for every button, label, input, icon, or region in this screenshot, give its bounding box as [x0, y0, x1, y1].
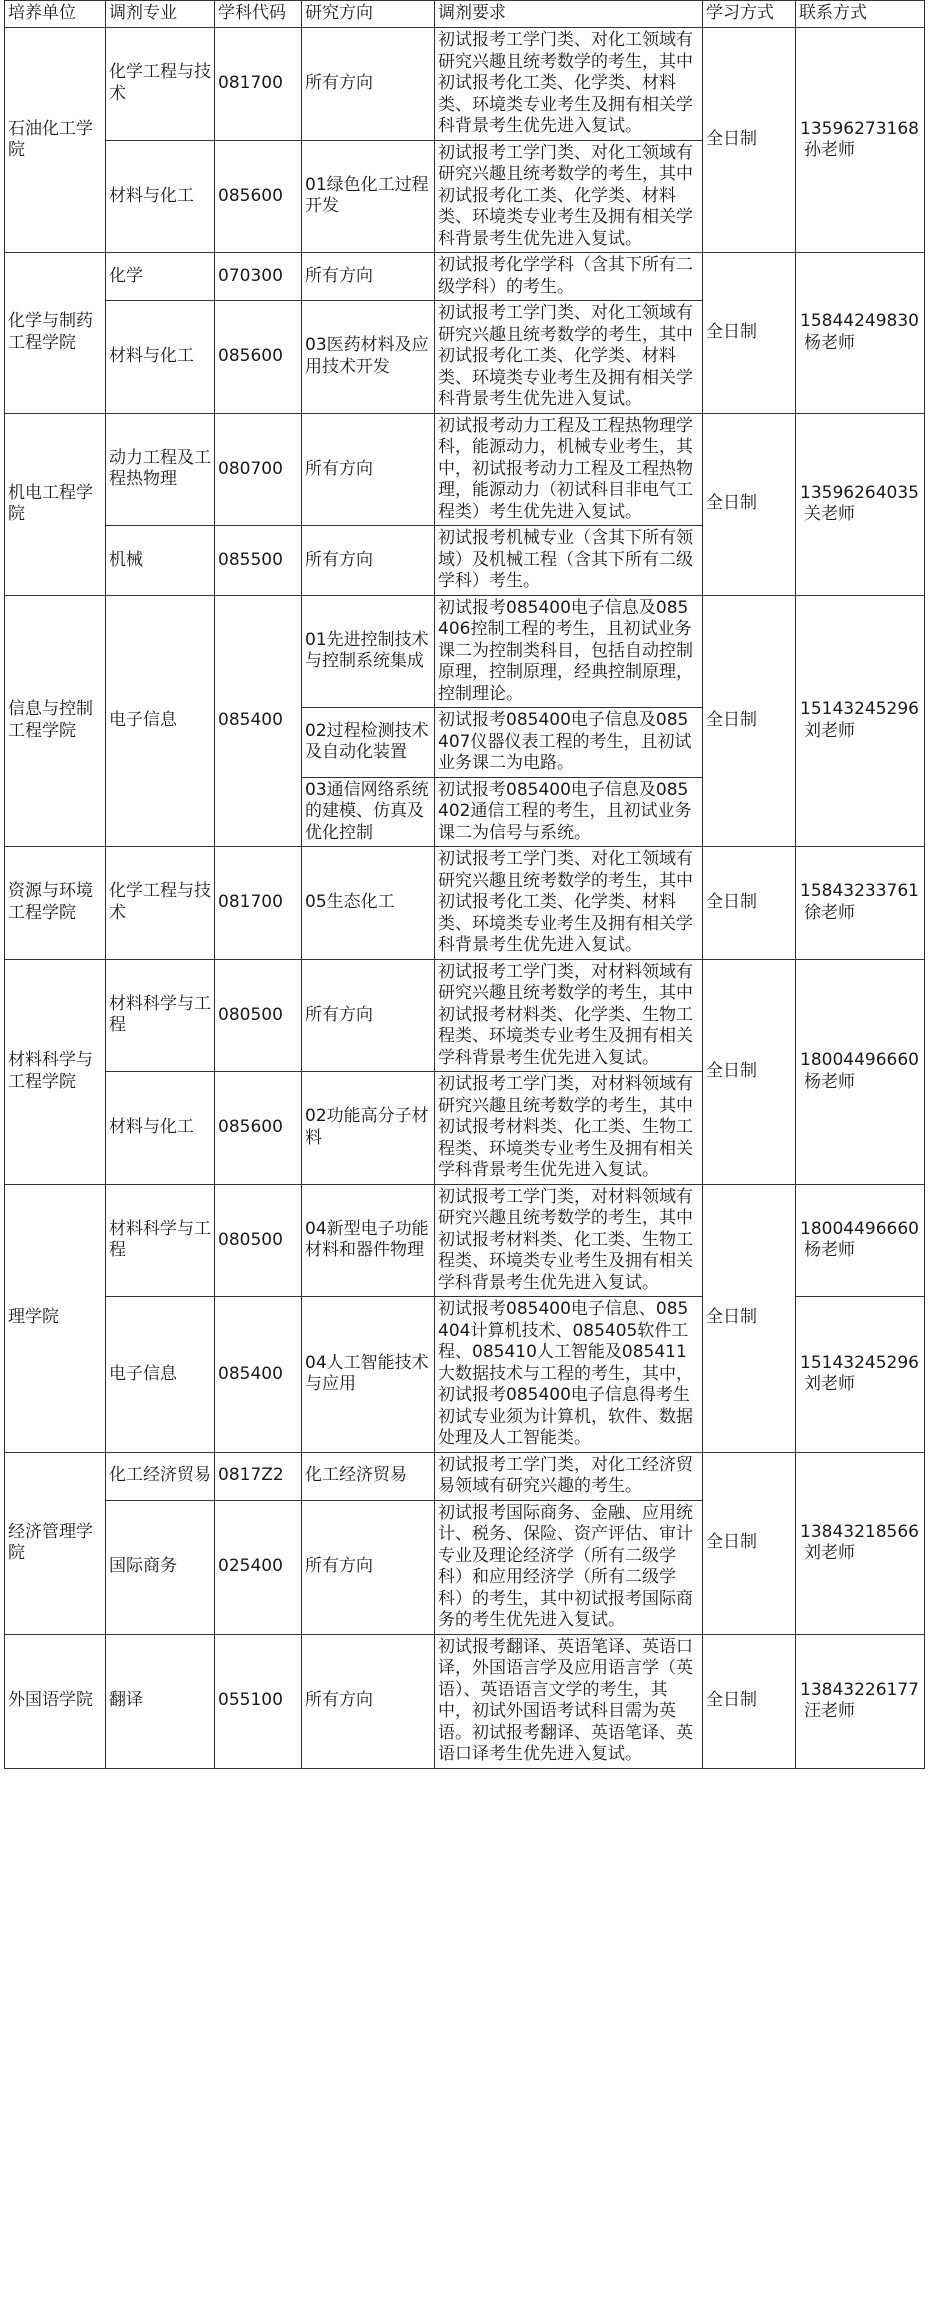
direction-cell: 所有方向 — [302, 413, 435, 526]
table-row — [5, 413, 925, 526]
direction-cell: 02功能高分子材料 — [302, 1072, 435, 1185]
contact-phone: 15844249830 — [800, 311, 919, 332]
code-cell: 080500 — [215, 1184, 302, 1297]
table-row — [5, 1634, 925, 1768]
major-cell: 动力工程及工程热物理 — [106, 413, 215, 526]
unit-cell: 理学院 — [5, 1184, 106, 1452]
contact-teacher: 杨老师 — [804, 1240, 855, 1261]
study-mode-cell: 全日制 — [703, 413, 796, 595]
code-cell: 080700 — [215, 413, 302, 526]
contact-phone: 15843233761 — [800, 881, 919, 902]
requirement-cell: 初试报考国际商务、金融、应用统计、税务、保险、资产评估、审计专业及理论经济学（所有二级学科）和应用经济学（所有二级学科）的考生，其中初试报考国际商务的考生优先进入复试。 — [435, 1500, 703, 1634]
major-cell: 机械 — [106, 526, 215, 596]
header-code: 学科代码 — [215, 1, 302, 28]
requirement-cell: 初试报考工学门类、对化工领域有研究兴趣且统考数学的考生，其中初试报考化工类、化学类、材料类、环境类专业考生及拥有相关学科背景考生优先进入复试。 — [435, 301, 703, 414]
direction-cell: 所有方向 — [302, 959, 435, 1072]
contact-teacher: 徐老师 — [804, 902, 855, 923]
requirement-cell: 初试报考机械专业（含其下所有领域）及机械工程（含其下所有二级学科）考生。 — [435, 526, 703, 596]
contact-phone: 13596264035 — [800, 482, 919, 503]
direction-cell: 04人工智能技术与应用 — [302, 1297, 435, 1453]
study-mode-cell: 全日制 — [703, 1634, 796, 1768]
contact-phone: 15143245296 — [800, 699, 919, 720]
contact-teacher: 杨老师 — [804, 332, 855, 353]
unit-cell: 化学与制药工程学院 — [5, 253, 106, 414]
unit-cell: 资源与环境工程学院 — [5, 847, 106, 960]
header-study-mode: 学习方式 — [703, 1, 796, 28]
table-row — [5, 1184, 925, 1297]
direction-cell: 01绿色化工过程开发 — [302, 140, 435, 253]
table-row — [5, 253, 925, 301]
major-cell: 电子信息 — [106, 1297, 215, 1453]
contact-phone: 18004496660 — [800, 1218, 919, 1239]
direction-cell: 03通信网络系统的建模、仿真及优化控制 — [302, 777, 435, 847]
code-cell: 025400 — [215, 1500, 302, 1634]
requirement-cell: 初试报考085400电子信息及085402通信工程的考生，且初试业务课二为信号与系统。 — [435, 777, 703, 847]
contact-cell — [796, 1634, 925, 1768]
study-mode-cell: 全日制 — [703, 595, 796, 847]
header-unit: 培养单位 — [5, 1, 106, 28]
table-row — [5, 595, 925, 708]
code-cell: 081700 — [215, 847, 302, 960]
table-row — [5, 1452, 925, 1500]
requirement-cell: 初试报考085400电子信息及085407仪器仪表工程的考生，且初试业务课二为电路。 — [435, 708, 703, 778]
contact-teacher: 刘老师 — [804, 1543, 855, 1563]
unit-cell: 信息与控制工程学院 — [5, 595, 106, 847]
table-row — [5, 28, 925, 141]
contact-phone: 13843226177 — [800, 1679, 919, 1700]
study-mode-cell: 全日制 — [703, 28, 796, 253]
major-cell: 材料科学与工程 — [106, 1184, 215, 1297]
requirement-cell: 初试报考工学门类，对材料领域有研究兴趣且统考数学的考生，其中初试报考材料类、化工类、生物工程类、环境类专业考生及拥有相关学科背景考生优先进入复试。 — [435, 1072, 703, 1185]
requirement-cell: 初试报考翻译、英语笔译、英语口译，外国语言学及应用语言学（英语）、英语语言文学的考生，其中，初试外国语考试科目需为英语。初试报考翻译、英语笔译、英语口译考生优先进入复试。 — [435, 1634, 703, 1768]
contact-cell — [796, 1452, 925, 1634]
requirement-cell: 初试报考工学门类、对化工领域有研究兴趣且统考数学的考生，其中初试报考化工类、化学类、材料类、环境类专业考生及拥有相关学科背景考生优先进入复试。 — [435, 28, 703, 141]
direction-cell: 05生态化工 — [302, 847, 435, 960]
code-cell: 081700 — [215, 28, 302, 141]
requirement-cell: 初试报考动力工程及工程热物理学科，能源动力，机械专业考生，其中，初试报考动力工程及工程热物理，能源动力（初试科目非电气工程类）考生优先进入复试。 — [435, 413, 703, 526]
requirement-cell: 初试报考工学门类、对化工领域有研究兴趣且统考数学的考生，其中初试报考化工类、化学类、材料类、环境类专业考生及拥有相关学科背景考生优先进入复试。 — [435, 847, 703, 960]
contact-teacher: 刘老师 — [804, 1374, 855, 1395]
contact-teacher: 刘老师 — [804, 720, 855, 741]
code-cell: 085600 — [215, 301, 302, 414]
contact-teacher: 汪老师 — [804, 1701, 855, 1721]
requirement-cell: 初试报考工学门类，对化工经济贸易领域有研究兴趣的考生。 — [435, 1452, 703, 1500]
major-cell: 材料与化工 — [106, 1072, 215, 1185]
requirement-cell: 初试报考工学门类，对材料领域有研究兴趣且统考数学的考生，其中初试报考材料类、化学类、生物工程类、环境类专业考生及拥有相关学科背景考生优先进入复试。 — [435, 959, 703, 1072]
unit-cell: 机电工程学院 — [5, 413, 106, 595]
major-cell: 国际商务 — [106, 1500, 215, 1634]
major-cell: 化学 — [106, 253, 215, 301]
direction-cell: 所有方向 — [302, 1500, 435, 1634]
code-cell: 085500 — [215, 526, 302, 596]
contact-cell — [796, 847, 925, 960]
unit-cell: 经济管理学院 — [5, 1452, 106, 1634]
contact-cell — [796, 253, 925, 414]
code-cell: 080500 — [215, 959, 302, 1072]
major-cell: 电子信息 — [106, 595, 215, 847]
study-mode-cell: 全日制 — [703, 1452, 796, 1634]
code-cell: 085400 — [215, 595, 302, 847]
contact-phone: 13596273168 — [800, 118, 919, 139]
contact-phone: 18004496660 — [800, 1050, 919, 1070]
contact-phone: 13843218566 — [800, 1521, 919, 1542]
study-mode-cell: 全日制 — [703, 253, 796, 414]
adjustment-table — [4, 0, 925, 1769]
unit-cell: 材料科学与工程学院 — [5, 959, 106, 1184]
code-cell: 055100 — [215, 1634, 302, 1768]
header-requirement: 调剂要求 — [435, 1, 703, 28]
direction-cell: 所有方向 — [302, 1634, 435, 1768]
direction-cell: 03医药材料及应用技术开发 — [302, 301, 435, 414]
unit-cell: 外国语学院 — [5, 1634, 106, 1768]
contact-cell — [796, 413, 925, 595]
code-cell: 0817Z2 — [215, 1452, 302, 1500]
code-cell: 085600 — [215, 1072, 302, 1185]
contact-teacher: 孙老师 — [804, 140, 855, 160]
major-cell: 材料与化工 — [106, 140, 215, 253]
requirement-cell: 初试报考工学门类、对化工领域有研究兴趣且统考数学的考生，其中初试报考化工类、化学类、材料类、环境类专业考生及拥有相关学科背景考生优先进入复试。 — [435, 140, 703, 253]
unit-cell: 石油化工学院 — [5, 28, 106, 253]
major-cell: 材料与化工 — [106, 301, 215, 414]
header-major: 调剂专业 — [106, 1, 215, 28]
contact-cell — [796, 959, 925, 1184]
major-cell: 化学工程与技术 — [106, 847, 215, 960]
header-row — [5, 1, 925, 28]
study-mode-cell: 全日制 — [703, 1184, 796, 1452]
direction-cell: 所有方向 — [302, 28, 435, 141]
study-mode-cell: 全日制 — [703, 959, 796, 1184]
header-contact: 联系方式 — [796, 1, 925, 28]
contact-teacher: 关老师 — [804, 504, 855, 524]
contact-phone: 15143245296 — [800, 1352, 919, 1373]
requirement-cell: 初试报考化学学科（含其下所有二级学科）的考生。 — [435, 253, 703, 301]
table-row — [5, 959, 925, 1072]
direction-cell: 01先进控制技术与控制系统集成 — [302, 595, 435, 708]
direction-cell: 02过程检测技术及自动化装置 — [302, 708, 435, 778]
direction-cell: 所有方向 — [302, 253, 435, 301]
direction-cell: 所有方向 — [302, 526, 435, 596]
direction-cell: 化工经济贸易 — [302, 1452, 435, 1500]
contact-teacher: 杨老师 — [804, 1071, 855, 1092]
major-cell: 材料科学与工程 — [106, 959, 215, 1072]
header-direction: 研究方向 — [302, 1, 435, 28]
contact-cell — [796, 1184, 925, 1297]
table-row — [5, 847, 925, 960]
study-mode-cell: 全日制 — [703, 847, 796, 960]
requirement-cell: 初试报考085400电子信息及085406控制工程的考生，且初试业务课二为控制类科目，包括自动控制原理，控制原理，经典控制原理，控制理论。 — [435, 595, 703, 708]
contact-cell — [796, 595, 925, 847]
requirement-cell: 初试报考085400电子信息、085404计算机技术、085405软件工程、085410人工智能及085411大数据技术与工程的考生，其中，初试报考085400电子信息得考生初试专业须为计算机，软件、数据处理及人工智能类。 — [435, 1297, 703, 1453]
direction-cell: 04新型电子功能材料和器件物理 — [302, 1184, 435, 1297]
contact-cell — [796, 1297, 925, 1453]
contact-cell — [796, 28, 925, 253]
major-cell: 翻译 — [106, 1634, 215, 1768]
major-cell: 化工经济贸易 — [106, 1452, 215, 1500]
requirement-cell: 初试报考工学门类，对材料领域有研究兴趣且统考数学的考生，其中初试报考材料类、化工类、生物工程类、环境类专业考生及拥有相关学科背景考生优先进入复试。 — [435, 1184, 703, 1297]
major-cell: 化学工程与技术 — [106, 28, 215, 141]
code-cell: 085600 — [215, 140, 302, 253]
code-cell: 070300 — [215, 253, 302, 301]
document-page — [4, 0, 925, 1769]
code-cell: 085400 — [215, 1297, 302, 1453]
